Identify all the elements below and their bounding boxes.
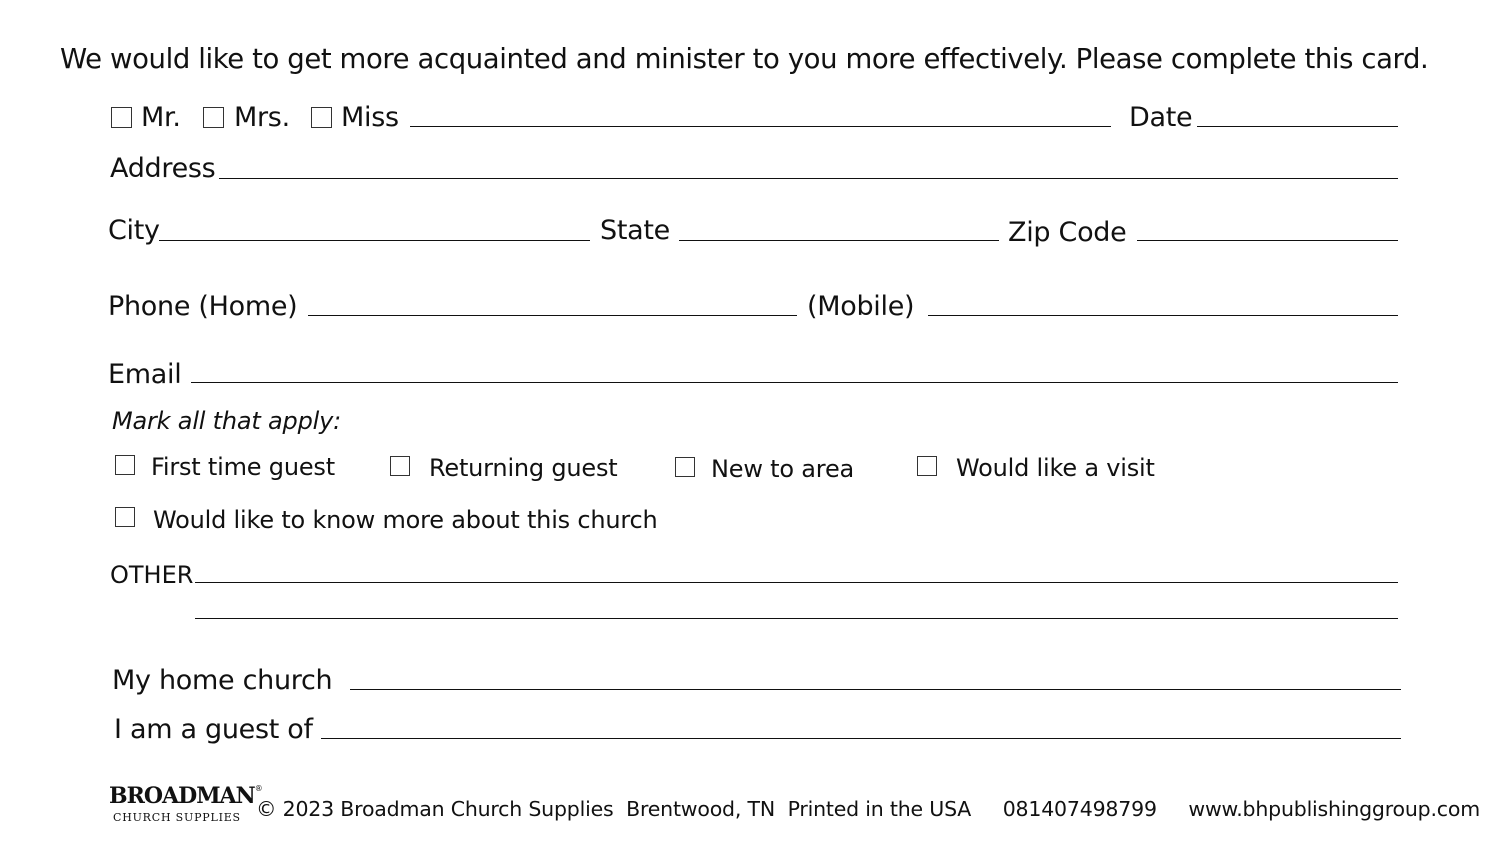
label-phone-mobile: (Mobile) xyxy=(807,291,915,322)
date-line[interactable] xyxy=(1197,126,1398,127)
footer-code: 081407498799 xyxy=(1002,797,1157,821)
label-state: State xyxy=(600,215,670,246)
other-line-2[interactable] xyxy=(195,618,1398,619)
state-line[interactable] xyxy=(679,240,999,241)
checkbox-mrs[interactable] xyxy=(203,107,224,128)
label-phone-home: Phone (Home) xyxy=(108,291,298,322)
other-line-1[interactable] xyxy=(195,582,1398,583)
guest-of-field[interactable] xyxy=(323,712,1399,738)
address-field[interactable] xyxy=(221,152,1396,178)
footer-location: Brentwood, TN xyxy=(626,797,775,821)
label-date: Date xyxy=(1129,102,1193,133)
footer-printed: Printed in the USA xyxy=(787,797,972,821)
label-would-like-visit: Would like a visit xyxy=(956,454,1155,482)
label-other: OTHER xyxy=(110,561,194,589)
label-know-more: Would like to know more about this church xyxy=(153,506,658,534)
label-new-to-area: New to area xyxy=(711,455,855,483)
broadman-logo xyxy=(109,785,263,824)
checkbox-know-more[interactable] xyxy=(115,507,135,527)
label-mr: Mr. xyxy=(141,102,181,133)
city-line[interactable] xyxy=(159,240,590,241)
city-field[interactable] xyxy=(161,214,588,240)
footer-website: www.bhpublishinggroup.com xyxy=(1188,797,1480,821)
other-field[interactable] xyxy=(197,556,1396,582)
logo-subtitle: CHURCH SUPPLIES xyxy=(113,811,241,824)
label-guest-of: I am a guest of xyxy=(114,714,313,745)
email-line[interactable] xyxy=(191,382,1398,383)
phone-home-field[interactable] xyxy=(310,289,795,315)
checkbox-new-to-area[interactable] xyxy=(675,457,695,477)
label-miss: Miss xyxy=(341,102,399,133)
home-church-field[interactable] xyxy=(352,663,1399,689)
zip-field[interactable] xyxy=(1139,214,1396,240)
label-first-time-guest: First time guest xyxy=(151,453,335,481)
checkbox-mr[interactable] xyxy=(111,107,132,128)
registered-mark: ® xyxy=(254,784,263,793)
state-field[interactable] xyxy=(681,214,997,240)
footer-copyright: © 2023 Broadman Church Supplies xyxy=(256,797,614,821)
phone-home-line[interactable] xyxy=(308,315,797,316)
label-city: City xyxy=(108,215,160,246)
address-line[interactable] xyxy=(219,178,1398,179)
label-returning-guest: Returning guest xyxy=(429,454,618,482)
label-email: Email xyxy=(108,359,182,390)
phone-mobile-line[interactable] xyxy=(928,315,1398,316)
label-home-church: My home church xyxy=(112,665,333,696)
intro-text: We would like to get more acquainted and minister to you more effectively. Please complete this card. xyxy=(60,43,1429,75)
name-line[interactable] xyxy=(410,126,1111,127)
checkbox-would-like-visit[interactable] xyxy=(917,456,937,476)
home-church-line[interactable] xyxy=(350,689,1401,690)
label-mrs: Mrs. xyxy=(234,102,290,133)
name-field[interactable] xyxy=(412,100,1109,126)
date-field[interactable] xyxy=(1199,100,1396,126)
footer-info xyxy=(256,797,1480,821)
logo-wordmark: BROADMAN xyxy=(109,783,255,809)
email-field[interactable] xyxy=(193,356,1396,382)
label-address: Address xyxy=(110,153,216,184)
checkbox-returning-guest[interactable] xyxy=(390,456,410,476)
checkbox-first-time-guest[interactable] xyxy=(115,455,135,475)
phone-mobile-field[interactable] xyxy=(930,289,1396,315)
label-zip: Zip Code xyxy=(1008,217,1127,248)
checkbox-miss[interactable] xyxy=(311,107,332,128)
mark-all-heading: Mark all that apply: xyxy=(112,407,341,435)
guest-of-line[interactable] xyxy=(321,738,1401,739)
zip-line[interactable] xyxy=(1137,240,1398,241)
